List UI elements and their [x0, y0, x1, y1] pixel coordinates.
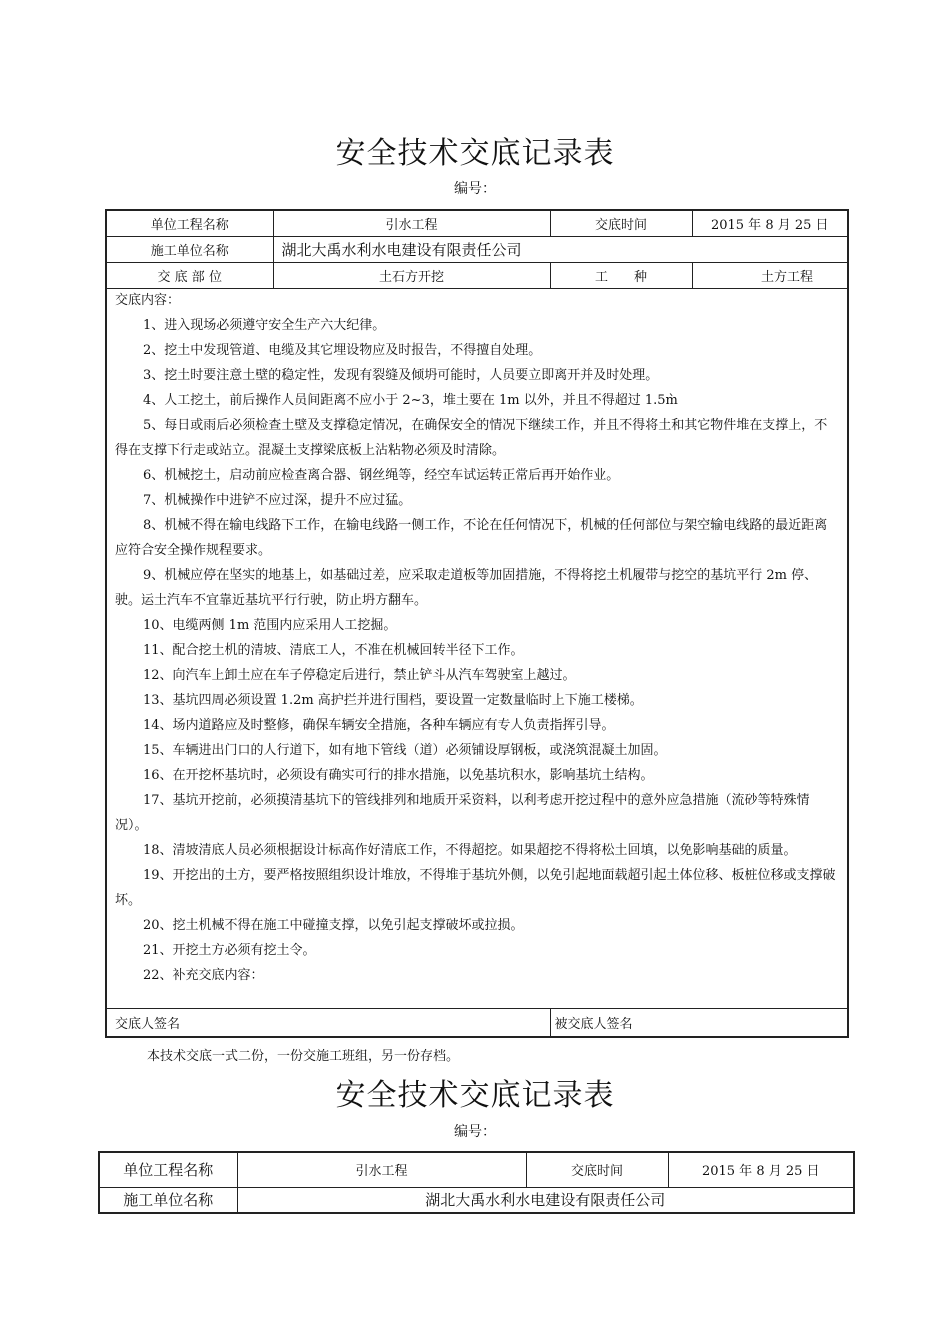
project-name-label: 单位工程名称	[106, 210, 273, 236]
list-item: 9、机械应停在坚实的地基上，如基础过差，应采取走道板等加固措施，不得将挖土机履带与挖空的基坑平行 2m 停、驶。运土汽车不宜靠近基坑平行行驶，防止坍方翻车。	[115, 567, 818, 608]
disclosure-record-table	[105, 209, 849, 1038]
list-item: 22、补充交底内容：	[143, 967, 264, 983]
list-item: 13、基坑四周必须设置 1.2m 高护拦并进行围档，要设置一定数量临时上下施工楼梯。	[143, 692, 643, 708]
signature-row	[106, 1008, 848, 1037]
disclosure-record-table	[98, 1151, 855, 1214]
trade-value: 土方工程	[692, 262, 848, 288]
discloser-signature: 交底人签名	[106, 1008, 550, 1037]
serial-number-label: 编号：	[454, 1124, 496, 1140]
contractor-label: 施工单位名称	[106, 236, 273, 262]
disclosure-time-label: 交底时间	[550, 210, 692, 236]
page-title: 安全技术交底记录表	[335, 136, 615, 171]
disclosure-time-value: 2015 年 8 月 25 日	[668, 1152, 854, 1187]
list-item: 8、机械不得在输电线路下工作，在输电线路一侧工作，不论在任何情况下，机械的任何部位与架空输电线路的最近距离应符合安全操作规程要求。	[115, 517, 828, 558]
list-item: 2、挖土中发现管道、电缆及其它埋设物应及时报告，不得擅自处理。	[143, 342, 542, 358]
list-item: 1、进入现场必须遵守安全生产六大纪律。	[143, 317, 386, 333]
contractor-value: 湖北大禹水利水电建设有限责任公司	[273, 236, 848, 262]
list-item: 15、车辆进出门口的人行道下，如有地下管线（道）必须铺设厚钢板，或浇筑混凝土加固。	[143, 742, 667, 758]
disclosure-content	[106, 288, 848, 1008]
list-item: 5、每日或雨后必须检查土壁及支撑稳定情况，在确保安全的情况下继续工作，并且不得将土和其它物件堆在支撑上，不得在支撑下行走或站立。混凝土支撑梁底板上沾粘物必须及时清除。	[115, 417, 828, 458]
list-item: 10、电缆两侧 1m 范围内应采用人工挖掘。	[143, 617, 397, 633]
serial-number-label: 编号：	[454, 181, 496, 197]
list-item: 7、机械操作中进铲不应过深，提升不应过猛。	[143, 492, 412, 508]
contractor-row	[99, 1187, 854, 1213]
project-name-value: 引水工程	[237, 1152, 526, 1187]
list-item: 16、在开挖杯基坑时，必须设有确实可行的排水措施，以免基坑积水，影响基坑土结构。	[143, 767, 654, 783]
list-item: 18、清坡清底人员必须根据设计标高作好清底工作，不得超挖。如果超挖不得将松土回填，以免影响基础的质量。	[143, 842, 797, 858]
list-item: 6、机械挖土，启动前应检查离合器、钢丝绳等，经空车试运转正常后再开始作业。	[143, 467, 620, 483]
content-row	[106, 288, 848, 1008]
list-item: 17、基坑开挖前，必须摸清基坑下的管线排列和地质开采资料，以利考虑开挖过程中的意外应急措施（流砂等特殊情况）。	[115, 792, 810, 833]
project-name-label: 单位工程名称	[99, 1152, 237, 1187]
section-row	[106, 262, 848, 288]
list-item: 19、开挖出的土方，要严格按照组织设计堆放，不得堆于基坑外侧，以免引起地面载超引起土体位移、板桩位移或支撑破坏。	[115, 867, 836, 908]
project-name-value: 引水工程	[273, 210, 550, 236]
disclosure-time-label: 交底时间	[526, 1152, 668, 1187]
disclosure-time-value: 2015 年 8 月 25 日	[692, 210, 848, 236]
section-value: 土石方开挖	[273, 262, 550, 288]
list-item: 20、挖土机械不得在施工中碰撞支撑，以免引起支撑破坏或拉损。	[143, 917, 524, 933]
page-title: 安全技术交底记录表	[335, 1078, 615, 1113]
trade-label: 工 种	[550, 262, 692, 288]
content-label: 交底内容：	[115, 292, 181, 308]
project-row	[99, 1152, 854, 1187]
list-item: 14、场内道路应及时整修，确保车辆安全措施，各种车辆应有专人负责指挥引导。	[143, 717, 615, 733]
project-row	[106, 210, 848, 236]
list-item: 3、挖土时要注意土壁的稳定性，发现有裂缝及倾坍可能时，人员要立即离开并及时处理。	[143, 367, 659, 383]
contractor-label: 施工单位名称	[99, 1187, 237, 1213]
recipient-signature: 被交底人签名	[550, 1008, 848, 1037]
contractor-row	[106, 236, 848, 262]
list-item: 21、开挖土方必须有挖土令。	[143, 942, 316, 958]
archive-note: 本技术交底一式二份，一份交施工班组，另一份存档。	[147, 1049, 460, 1064]
list-item: 11、配合挖土机的清坡、清底工人，不准在机械回转半径下工作。	[143, 642, 524, 658]
list-item: 4、人工挖土，前后操作人员间距离不应小于 2~3，堆土要在 1m 以外，并且不得超过 1.5m̀	[143, 392, 678, 408]
list-item: 12、向汽车上卸土应在车子停稳定后进行，禁止铲斗从汽车驾驶室上越过。	[143, 667, 576, 683]
contractor-value: 湖北大禹水利水电建设有限责任公司	[237, 1187, 854, 1213]
section-label: 交 底 部 位	[106, 262, 273, 288]
